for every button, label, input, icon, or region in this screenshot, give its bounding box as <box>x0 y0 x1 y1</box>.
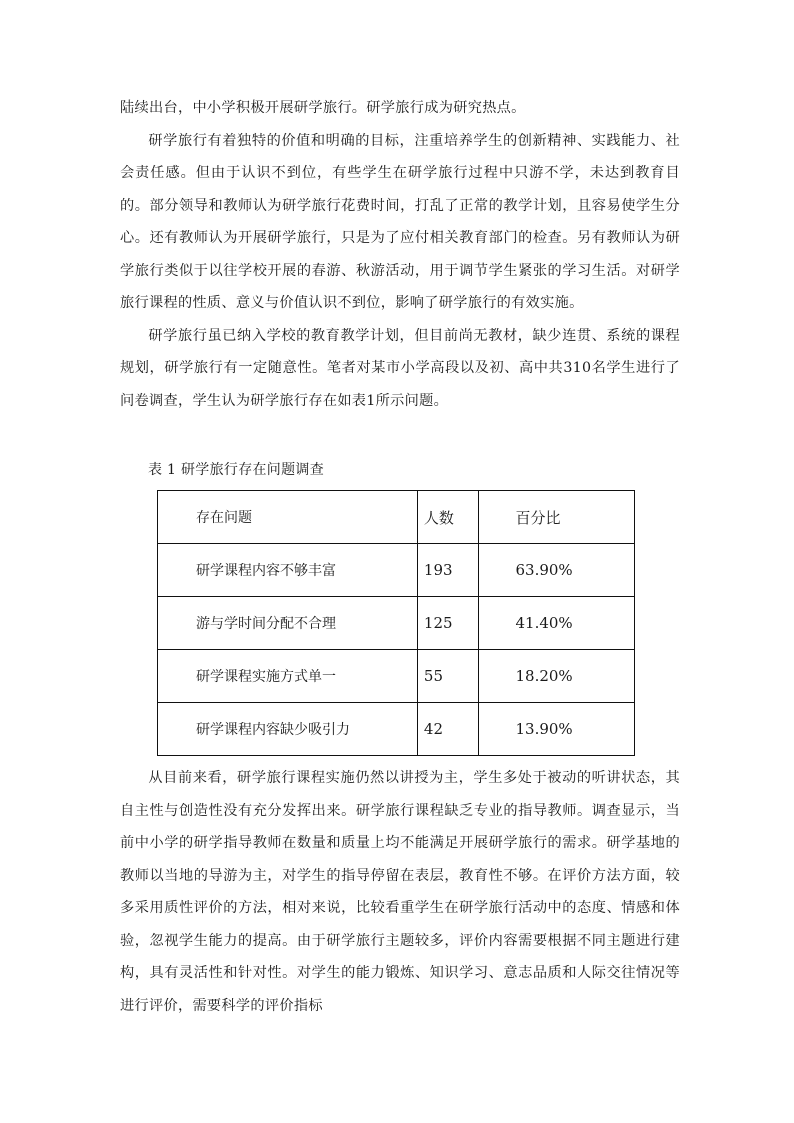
cell-percent: 63.90% <box>479 544 635 597</box>
table-header-row <box>158 491 635 544</box>
table-row <box>158 597 635 650</box>
cell-problem: 研学课程内容缺少吸引力 <box>158 703 418 756</box>
table-row <box>158 703 635 756</box>
header-problem: 存在问题 <box>158 491 418 544</box>
cell-count: 125 <box>417 597 479 650</box>
cell-count: 55 <box>417 650 479 703</box>
table-caption: 表 1 研学旅行存在问题调查 <box>148 462 325 478</box>
paragraph-implementation: 从目前来看，研学旅行课程实施仍然以讲授为主，学生多处于被动的听讲状态，其自主性与创造性没有充分发挥出来。研学旅行课程缺乏专业的指导教师。调查显示，当前中小学的研学指导教师在数量和质量上均不能满足开展研学旅行的需求。研学基地的教师以当地的导游为主，对学生的指导停留在表层，教育性不够。在评价方法方面，较多采用质性评价的方法，相对来说，比较看重学生在研学旅行活动中的态度、情感和体验，忽视学生能力的提高。由于研学旅行主题较多，评价内容需要根据不同主题进行建构，具有灵活性和针对性。对学生的能力锻炼、知识学习、意志品质和人际交往情况等进行评价，需要科学的评价指标 <box>120 770 680 1014</box>
table-row <box>158 544 635 597</box>
survey-table <box>157 490 635 756</box>
cell-problem: 研学课程内容不够丰富 <box>158 544 418 597</box>
paragraph-continuation: 陆续出台，中小学积极开展研学旅行。研学旅行成为研究热点。 <box>120 100 526 116</box>
cell-percent: 18.20% <box>479 650 635 703</box>
header-percent: 百分比 <box>479 491 635 544</box>
cell-problem: 研学课程实施方式单一 <box>158 650 418 703</box>
cell-percent: 13.90% <box>479 703 635 756</box>
cell-problem: 游与学时间分配不合理 <box>158 597 418 650</box>
body-text-bottom <box>120 762 680 1022</box>
table-row <box>158 650 635 703</box>
paragraph-value-goals: 研学旅行有着独特的价值和明确的目标，注重培养学生的创新精神、实践能力、社会责任感。但由于认识不到位，有些学生在研学旅行过程中只游不学，未达到教育目的。部分领导和教师认为研学旅行花费时间，打乱了正常的教学计划，且容易使学生分心。还有教师认为开展研学旅行，只是为了应付相关教育部门的检查。另有教师认为研学旅行类似于以往学校开展的春游、秋游活动，用于调节学生紧张的学习生活。对研学旅行课程的性质、意义与价值认识不到位，影响了研学旅行的有效实施。 <box>120 132 680 311</box>
cell-percent: 41.40% <box>479 597 635 650</box>
cell-count: 193 <box>417 544 479 597</box>
header-count: 人数 <box>417 491 479 544</box>
body-text-top <box>120 92 680 417</box>
paragraph-survey-intro: 研学旅行虽已纳入学校的教育教学计划，但目前尚无教材，缺少连贯、系统的课程规划，研学旅行有一定随意性。笔者对某市小学高段以及初、高中共310名学生进行了问卷调查，学生认为研学旅行存在如表1所示问题。 <box>120 327 680 409</box>
cell-count: 42 <box>417 703 479 756</box>
